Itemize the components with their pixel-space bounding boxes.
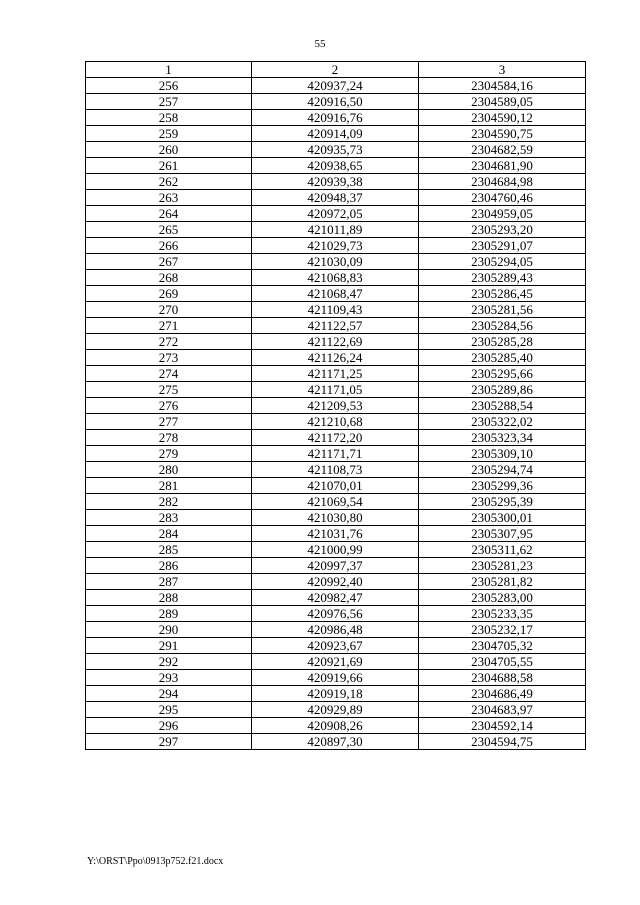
table-row	[86, 526, 586, 542]
x-coordinate-cell: 421108,73	[252, 462, 419, 478]
table-row	[86, 190, 586, 206]
x-coordinate-cell: 421109,43	[252, 302, 419, 318]
point-number-cell: 263	[86, 190, 252, 206]
table-row	[86, 174, 586, 190]
y-coordinate-cell: 2304760,46	[419, 190, 586, 206]
x-coordinate-cell: 420939,38	[252, 174, 419, 190]
x-coordinate-cell: 421011,89	[252, 222, 419, 238]
table-body	[86, 78, 586, 750]
file-path-footer: Y:\ORST\Ppo\0913p752.f21.docx	[87, 856, 224, 867]
point-number-cell: 265	[86, 222, 252, 238]
y-coordinate-cell: 2305293,20	[419, 222, 586, 238]
point-number-cell: 270	[86, 302, 252, 318]
y-coordinate-cell: 2305322,02	[419, 414, 586, 430]
x-coordinate-cell: 420916,50	[252, 94, 419, 110]
point-number-cell: 272	[86, 334, 252, 350]
point-number-cell: 285	[86, 542, 252, 558]
table-row	[86, 254, 586, 270]
table-row	[86, 142, 586, 158]
table-row	[86, 702, 586, 718]
y-coordinate-cell: 2304590,12	[419, 110, 586, 126]
point-number-cell: 269	[86, 286, 252, 302]
point-number-cell: 297	[86, 734, 252, 750]
point-number-cell: 280	[86, 462, 252, 478]
header-col-2: 2	[252, 62, 419, 78]
table-row	[86, 558, 586, 574]
x-coordinate-cell: 420916,76	[252, 110, 419, 126]
table-row	[86, 462, 586, 478]
y-coordinate-cell: 2305309,10	[419, 446, 586, 462]
table-row	[86, 622, 586, 638]
point-number-cell: 257	[86, 94, 252, 110]
table-row	[86, 686, 586, 702]
y-coordinate-cell: 2304584,16	[419, 78, 586, 94]
x-coordinate-cell: 420935,73	[252, 142, 419, 158]
table-header	[86, 62, 586, 78]
point-number-cell: 276	[86, 398, 252, 414]
x-coordinate-cell: 420937,24	[252, 78, 419, 94]
x-coordinate-cell: 421122,57	[252, 318, 419, 334]
y-coordinate-cell: 2304683,97	[419, 702, 586, 718]
point-number-cell: 260	[86, 142, 252, 158]
table-row	[86, 110, 586, 126]
table-row	[86, 430, 586, 446]
table-row	[86, 718, 586, 734]
y-coordinate-cell: 2305285,40	[419, 350, 586, 366]
x-coordinate-cell: 421209,53	[252, 398, 419, 414]
x-coordinate-cell: 421031,76	[252, 526, 419, 542]
y-coordinate-cell: 2305233,35	[419, 606, 586, 622]
table-row	[86, 318, 586, 334]
header-col-3: 3	[419, 62, 586, 78]
table-row	[86, 398, 586, 414]
point-number-cell: 296	[86, 718, 252, 734]
y-coordinate-cell: 2304589,05	[419, 94, 586, 110]
table-row	[86, 606, 586, 622]
x-coordinate-cell: 420923,67	[252, 638, 419, 654]
table-row	[86, 654, 586, 670]
y-coordinate-cell: 2305286,45	[419, 286, 586, 302]
table-row	[86, 510, 586, 526]
x-coordinate-cell: 420921,69	[252, 654, 419, 670]
x-coordinate-cell: 421068,47	[252, 286, 419, 302]
x-coordinate-cell: 420982,47	[252, 590, 419, 606]
y-coordinate-cell: 2304682,59	[419, 142, 586, 158]
point-number-cell: 279	[86, 446, 252, 462]
x-coordinate-cell: 421068,83	[252, 270, 419, 286]
table-row	[86, 350, 586, 366]
point-number-cell: 259	[86, 126, 252, 142]
point-number-cell: 289	[86, 606, 252, 622]
x-coordinate-cell: 421122,69	[252, 334, 419, 350]
table-row	[86, 734, 586, 750]
y-coordinate-cell: 2304684,98	[419, 174, 586, 190]
point-number-cell: 268	[86, 270, 252, 286]
point-number-cell: 292	[86, 654, 252, 670]
x-coordinate-cell: 421172,20	[252, 430, 419, 446]
y-coordinate-cell: 2304681,90	[419, 158, 586, 174]
x-coordinate-cell: 420938,65	[252, 158, 419, 174]
y-coordinate-cell: 2305281,82	[419, 574, 586, 590]
y-coordinate-cell: 2304688,58	[419, 670, 586, 686]
table-row	[86, 334, 586, 350]
table-row	[86, 158, 586, 174]
x-coordinate-cell: 420992,40	[252, 574, 419, 590]
table-row	[86, 270, 586, 286]
table-row	[86, 222, 586, 238]
x-coordinate-cell: 420919,66	[252, 670, 419, 686]
point-number-cell: 277	[86, 414, 252, 430]
y-coordinate-cell: 2305281,56	[419, 302, 586, 318]
header-row	[86, 62, 586, 78]
point-number-cell: 264	[86, 206, 252, 222]
y-coordinate-cell: 2305289,43	[419, 270, 586, 286]
y-coordinate-cell: 2305288,54	[419, 398, 586, 414]
table-row	[86, 446, 586, 462]
point-number-cell: 288	[86, 590, 252, 606]
y-coordinate-cell: 2304959,05	[419, 206, 586, 222]
point-number-cell: 293	[86, 670, 252, 686]
x-coordinate-cell: 420976,56	[252, 606, 419, 622]
point-number-cell: 278	[86, 430, 252, 446]
point-number-cell: 256	[86, 78, 252, 94]
y-coordinate-cell: 2304594,75	[419, 734, 586, 750]
y-coordinate-cell: 2305283,00	[419, 590, 586, 606]
x-coordinate-cell: 421171,05	[252, 382, 419, 398]
x-coordinate-cell: 420914,09	[252, 126, 419, 142]
point-number-cell: 266	[86, 238, 252, 254]
point-number-cell: 262	[86, 174, 252, 190]
point-number-cell: 273	[86, 350, 252, 366]
table-row	[86, 542, 586, 558]
table-row	[86, 286, 586, 302]
point-number-cell: 290	[86, 622, 252, 638]
table-row	[86, 126, 586, 142]
point-number-cell: 283	[86, 510, 252, 526]
point-number-cell: 291	[86, 638, 252, 654]
table-row	[86, 78, 586, 94]
y-coordinate-cell: 2305232,17	[419, 622, 586, 638]
x-coordinate-cell: 421126,24	[252, 350, 419, 366]
x-coordinate-cell: 421029,73	[252, 238, 419, 254]
y-coordinate-cell: 2305300,01	[419, 510, 586, 526]
x-coordinate-cell: 420972,05	[252, 206, 419, 222]
y-coordinate-cell: 2305307,95	[419, 526, 586, 542]
table-row	[86, 238, 586, 254]
point-number-cell: 287	[86, 574, 252, 590]
point-number-cell: 295	[86, 702, 252, 718]
x-coordinate-cell: 421000,99	[252, 542, 419, 558]
y-coordinate-cell: 2305295,39	[419, 494, 586, 510]
table-row	[86, 302, 586, 318]
point-number-cell: 261	[86, 158, 252, 174]
table-row	[86, 638, 586, 654]
point-number-cell: 282	[86, 494, 252, 510]
y-coordinate-cell: 2305294,05	[419, 254, 586, 270]
point-number-cell: 258	[86, 110, 252, 126]
x-coordinate-cell: 420986,48	[252, 622, 419, 638]
point-number-cell: 271	[86, 318, 252, 334]
x-coordinate-cell: 421030,09	[252, 254, 419, 270]
y-coordinate-cell: 2305299,36	[419, 478, 586, 494]
point-number-cell: 294	[86, 686, 252, 702]
x-coordinate-cell: 420948,37	[252, 190, 419, 206]
x-coordinate-cell: 421069,54	[252, 494, 419, 510]
point-number-cell: 274	[86, 366, 252, 382]
y-coordinate-cell: 2304705,55	[419, 654, 586, 670]
point-number-cell: 286	[86, 558, 252, 574]
x-coordinate-cell: 420908,26	[252, 718, 419, 734]
y-coordinate-cell: 2304705,32	[419, 638, 586, 654]
table-row	[86, 94, 586, 110]
y-coordinate-cell: 2305284,56	[419, 318, 586, 334]
x-coordinate-cell: 420997,37	[252, 558, 419, 574]
x-coordinate-cell: 421210,68	[252, 414, 419, 430]
table-row	[86, 414, 586, 430]
table-row	[86, 206, 586, 222]
y-coordinate-cell: 2305289,86	[419, 382, 586, 398]
x-coordinate-cell: 421171,71	[252, 446, 419, 462]
table-row	[86, 574, 586, 590]
x-coordinate-cell: 421030,80	[252, 510, 419, 526]
page-number: 55	[314, 38, 326, 50]
point-number-cell: 267	[86, 254, 252, 270]
coordinates-table	[85, 61, 586, 750]
y-coordinate-cell: 2304590,75	[419, 126, 586, 142]
x-coordinate-cell: 420919,18	[252, 686, 419, 702]
table-row	[86, 494, 586, 510]
y-coordinate-cell: 2304592,14	[419, 718, 586, 734]
y-coordinate-cell: 2305294,74	[419, 462, 586, 478]
table-row	[86, 670, 586, 686]
table-row	[86, 478, 586, 494]
table-row	[86, 382, 586, 398]
header-col-1: 1	[86, 62, 252, 78]
y-coordinate-cell: 2304686,49	[419, 686, 586, 702]
x-coordinate-cell: 421171,25	[252, 366, 419, 382]
point-number-cell: 275	[86, 382, 252, 398]
x-coordinate-cell: 420929,89	[252, 702, 419, 718]
point-number-cell: 284	[86, 526, 252, 542]
y-coordinate-cell: 2305311,62	[419, 542, 586, 558]
y-coordinate-cell: 2305285,28	[419, 334, 586, 350]
point-number-cell: 281	[86, 478, 252, 494]
y-coordinate-cell: 2305281,23	[419, 558, 586, 574]
x-coordinate-cell: 421070,01	[252, 478, 419, 494]
x-coordinate-cell: 420897,30	[252, 734, 419, 750]
y-coordinate-cell: 2305291,07	[419, 238, 586, 254]
y-coordinate-cell: 2305295,66	[419, 366, 586, 382]
table-row	[86, 366, 586, 382]
y-coordinate-cell: 2305323,34	[419, 430, 586, 446]
table-row	[86, 590, 586, 606]
